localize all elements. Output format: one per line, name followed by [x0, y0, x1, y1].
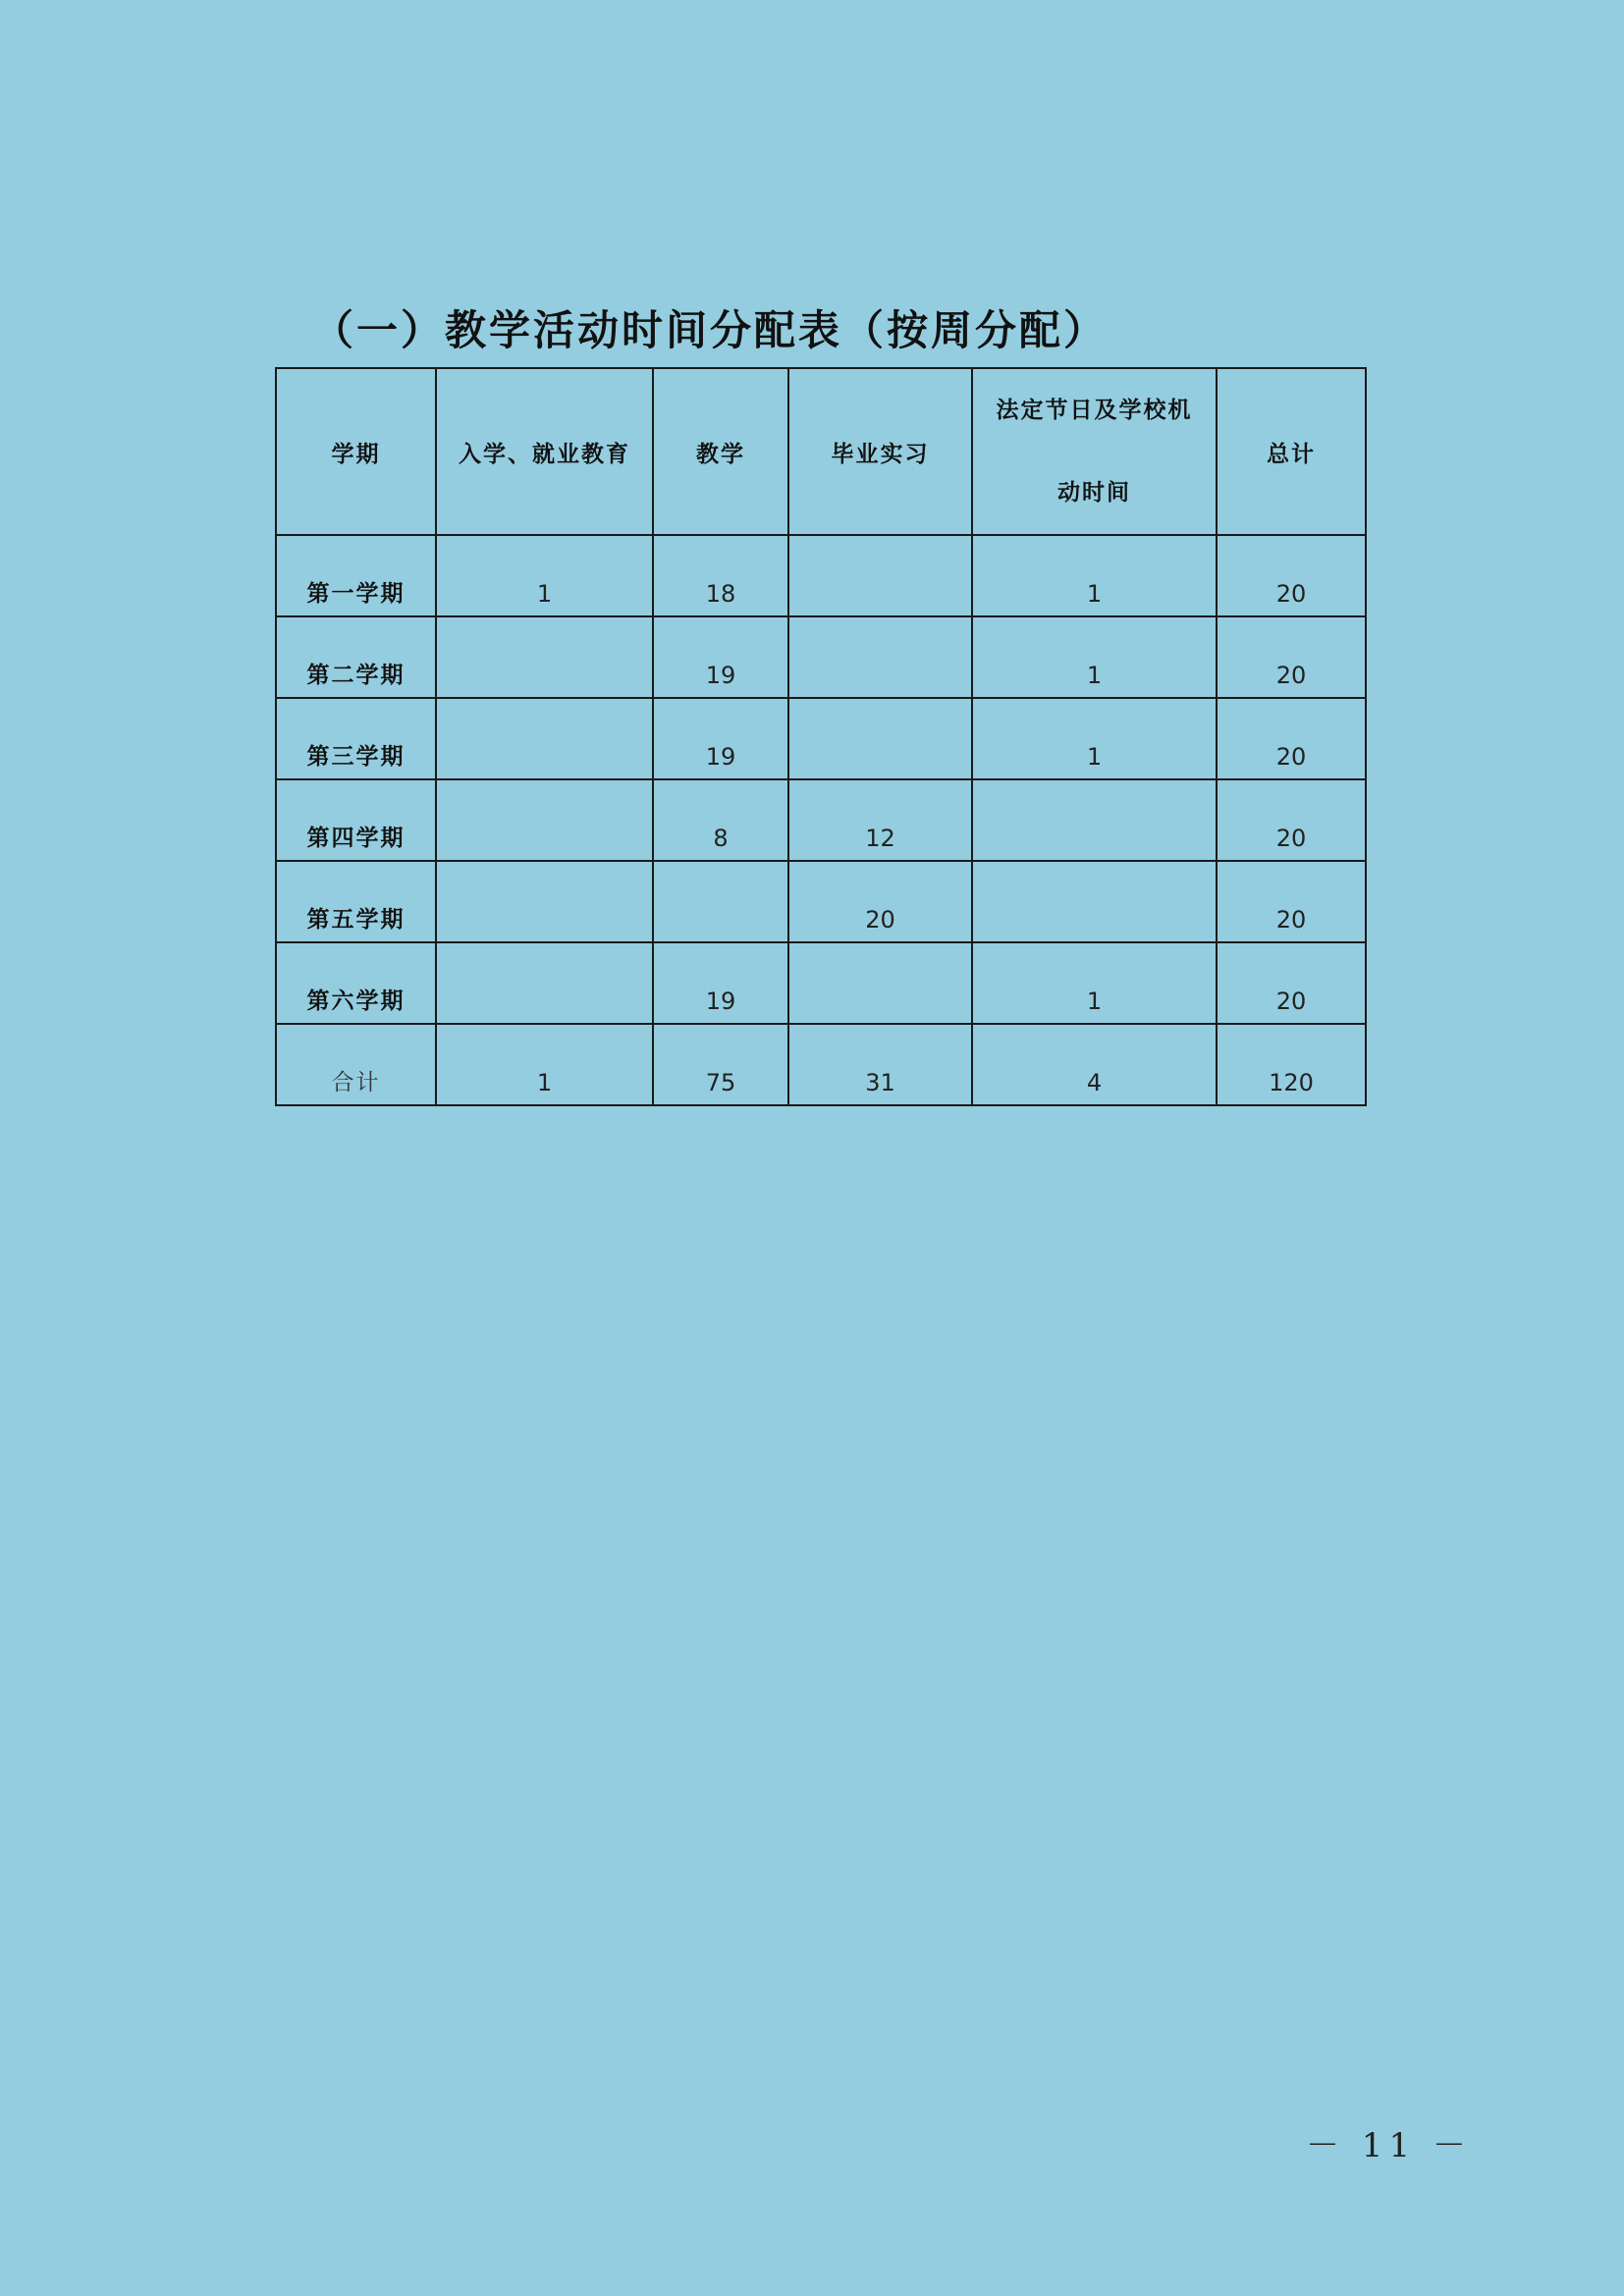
cell-total-teaching: 75	[653, 1024, 788, 1105]
header-holidays-line2: 动时间	[1057, 479, 1131, 506]
cell-grand-total: 120	[1217, 1024, 1366, 1105]
cell-orientation	[436, 698, 653, 779]
header-holidays-line1: 法定节日及学校机	[996, 397, 1193, 423]
cell-internship	[788, 535, 972, 616]
header-orientation-education: 入学、就业教育	[436, 368, 653, 535]
table-row	[276, 698, 1366, 779]
header-internship: 毕业实习	[788, 368, 972, 535]
table-row	[276, 942, 1366, 1024]
cell-teaching: 19	[653, 698, 788, 779]
table-row	[276, 535, 1366, 616]
cell-holidays: 1	[972, 535, 1217, 616]
cell-internship	[788, 616, 972, 698]
cell-total: 20	[1217, 616, 1366, 698]
cell-total: 20	[1217, 779, 1366, 861]
cell-internship	[788, 698, 972, 779]
cell-total-holidays: 4	[972, 1024, 1217, 1105]
table-row	[276, 861, 1366, 942]
cell-term: 第四学期	[276, 779, 436, 861]
cell-teaching: 19	[653, 942, 788, 1024]
cell-holidays	[972, 779, 1217, 861]
cell-internship: 12	[788, 779, 972, 861]
cell-total-orientation: 1	[436, 1024, 653, 1105]
cell-orientation	[436, 616, 653, 698]
cell-total: 20	[1217, 861, 1366, 942]
time-allocation-table	[275, 367, 1367, 1106]
cell-teaching: 8	[653, 779, 788, 861]
cell-total-label: 合计	[276, 1024, 436, 1105]
cell-term: 第一学期	[276, 535, 436, 616]
header-holidays	[972, 368, 1217, 535]
cell-total: 20	[1217, 698, 1366, 779]
page-number: － 11 －	[1306, 2126, 1472, 2165]
table-total-row	[276, 1024, 1366, 1105]
table-row	[276, 616, 1366, 698]
cell-holidays	[972, 861, 1217, 942]
cell-teaching: 18	[653, 535, 788, 616]
cell-term: 第三学期	[276, 698, 436, 779]
cell-holidays: 1	[972, 698, 1217, 779]
cell-orientation	[436, 861, 653, 942]
cell-teaching	[653, 861, 788, 942]
cell-total-internship: 31	[788, 1024, 972, 1105]
cell-internship: 20	[788, 861, 972, 942]
cell-holidays: 1	[972, 942, 1217, 1024]
cell-orientation: 1	[436, 535, 653, 616]
cell-internship	[788, 942, 972, 1024]
cell-total: 20	[1217, 535, 1366, 616]
cell-holidays: 1	[972, 616, 1217, 698]
cell-total: 20	[1217, 942, 1366, 1024]
cell-teaching: 19	[653, 616, 788, 698]
cell-term: 第五学期	[276, 861, 436, 942]
cell-orientation	[436, 779, 653, 861]
page-title: （一）教学活动时间分配表（按周分配）	[312, 306, 1109, 354]
table-row	[276, 779, 1366, 861]
table-header-row	[276, 368, 1366, 535]
header-term: 学期	[276, 368, 436, 535]
header-total: 总计	[1217, 368, 1366, 535]
cell-term: 第二学期	[276, 616, 436, 698]
cell-term: 第六学期	[276, 942, 436, 1024]
cell-orientation	[436, 942, 653, 1024]
header-teaching: 教学	[653, 368, 788, 535]
